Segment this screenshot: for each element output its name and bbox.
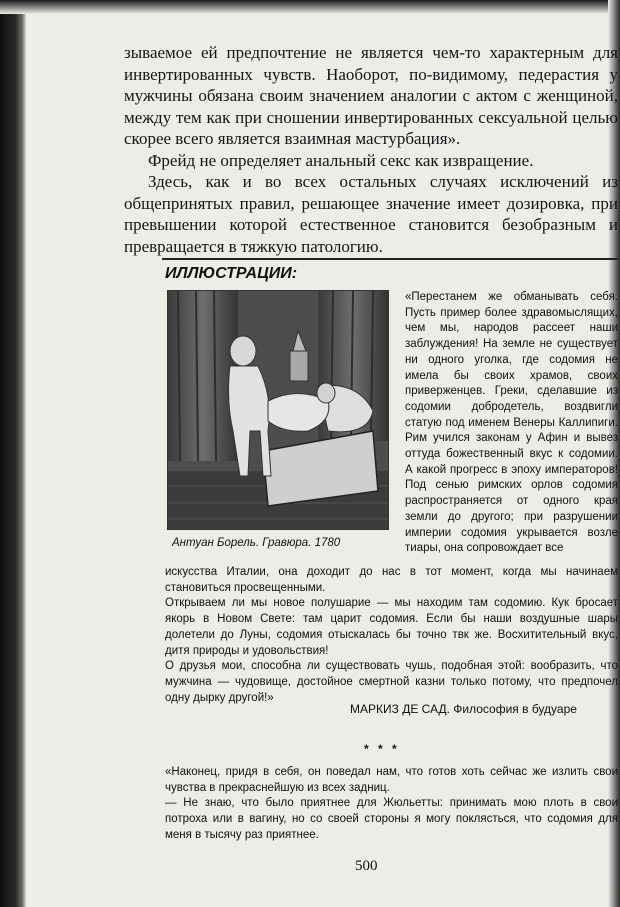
paragraph-2: Фрейд не определяет анальный секс как извращение. [148, 150, 534, 170]
engraving-image [167, 290, 389, 530]
main-text [124, 42, 618, 257]
section-separator: * * * [364, 742, 400, 756]
quote-paragraph: искусства Италии, она доходит до нас в тот момент, когда мы начинаем становиться просвещенными. [165, 566, 618, 594]
quote-paragraph: О друзья мои, способна ли существовать чушь, подобная этой: вообразить, что мужчина — чудовище, достойное смертной казни только потому, что предпочел одну дырку другой!» [165, 660, 618, 704]
sade-quote-continuation [165, 565, 618, 706]
page-number: 500 [355, 858, 378, 874]
dialogue-excerpt [165, 765, 618, 844]
paragraph-3: Здесь, как и во всех остальных случаях исключений из общепринятых правил, решающее значение имеет дозировка, при превышении которой естественное становится безобразным и превращается в тяжкую патологию. [124, 172, 618, 256]
engraving-illustration [168, 291, 388, 529]
image-caption: Антуан Борель. Гравюра. 1780 [172, 537, 341, 549]
quote-paragraph: Открываем ли мы новое полушарие — мы находим там содомию. Кук бросает якорь в Новом Свете: там царит содомия. Если бы наши воздушные шары долетели до Луны, содомия отыскалась бы точно твк же. Восхитительный вкус, дитя природы и удовольствия! [165, 597, 618, 657]
quote-attribution: МАРКИЗ ДЕ САД. Философия в будуаре [350, 702, 577, 716]
sade-quote-side: «Перестанем же обманывать себя. Пусть пример более здравомыслящих, чем мы, народов рассеет наши заблуждения! На земле не существует ни одного уголка, где содомия не имела бы своих храмов, своих приверженцев. Греки, сделавшие из содомии добродетель, воздвигли статую под именем Венеры Каллипиги. Рим учился законам у Афин и вывез оттуда божественный вкус к содомии. А какой прогресс в эпоху императоров! Под сенью римских орлов содомия распространяется от одного края земли до другого; при разрушении империи содомия укрывается возле тиары, она сопровождает все [405, 291, 618, 555]
section-divider [162, 258, 618, 260]
scan-top-edge [0, 0, 620, 14]
paragraph-1: зываемое ей предпочтение не является чем-то характерным для инвертированных чувств. Наоборот, по-видимому, педерастия у мужчины обязана своим значением аналогии с актом с женщиной, между тем как при сношении инвертированных сексуальной целью скорее всего является взаимная мастурбация». [124, 43, 618, 148]
illustrations-heading: ИЛЛЮСТРАЦИИ: [165, 265, 298, 282]
dialogue-paragraph: «Наконец, придя в себя, он поведал нам, что готов хоть сейчас же излить свои чувства в прекраснейшую из всех задниц. [165, 766, 618, 794]
scan-left-edge [0, 0, 26, 907]
dialogue-paragraph: — Не знаю, что было приятнее для Жюльетты: принимать мою плоть в свои потроха или в вагину, но со своей стороны я могу поклясться, что содомия для меня в тысячу раз приятнее. [165, 797, 618, 841]
